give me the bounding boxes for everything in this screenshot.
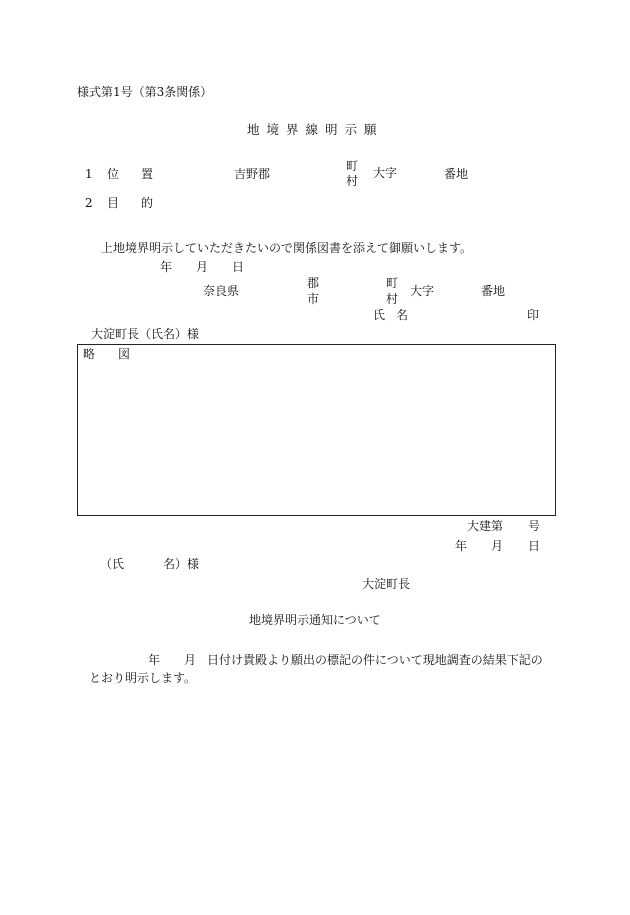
- applicant-name-label-b: 名: [396, 308, 409, 322]
- applicant-pref: 奈良県: [203, 284, 240, 298]
- item1-label-b: 置: [141, 167, 154, 181]
- reply-doc-no-prefix: 大建第: [467, 519, 504, 533]
- applicant-oaza: 大字: [410, 284, 435, 298]
- item2-number: 2: [85, 196, 93, 210]
- addressee-mayor: 大淀町長（氏名）様: [91, 327, 200, 341]
- item1-number: 1: [85, 167, 93, 181]
- sketch-box: [77, 344, 556, 516]
- document-title: 地境界線明示願: [247, 122, 384, 137]
- request-text: 上地境界明示していただきたいので関係図書を添えて御願いします。: [101, 241, 473, 255]
- applicant-cho: 町: [386, 276, 399, 290]
- item2-label-b: 的: [141, 196, 154, 210]
- date1-day: 日: [232, 260, 245, 274]
- item1-oaza: 大字: [373, 166, 398, 180]
- seal-mark: 印: [527, 308, 540, 322]
- reply-body-month: 月: [184, 653, 197, 667]
- reply-date-month: 月: [491, 539, 504, 553]
- sketch-label-a: 略: [83, 347, 96, 361]
- applicant-banchi: 番地: [481, 284, 506, 298]
- applicant-gun: 郡: [307, 276, 320, 290]
- reply-doc-no-suffix: 号: [528, 519, 541, 533]
- reply-body-year: 年: [148, 653, 161, 667]
- date1-year: 年: [160, 260, 173, 274]
- reply-addressee-b: 名）様: [163, 557, 200, 571]
- item2-label-a: 目: [107, 196, 120, 210]
- reply-date-day: 日: [528, 539, 541, 553]
- item1-banchi: 番地: [444, 167, 469, 181]
- item1-label-a: 位: [107, 167, 120, 181]
- date1-month: 月: [196, 260, 209, 274]
- applicant-name-label-a: 氏: [373, 308, 386, 322]
- reply-date-year: 年: [455, 539, 468, 553]
- reply-body-line2: とおり明示します。: [89, 671, 197, 685]
- reply-subject: 地境界明示通知について: [249, 613, 381, 627]
- applicant-son: 村: [386, 292, 399, 306]
- item1-son: 村: [346, 174, 359, 188]
- reply-body-rest: 日付け貴殿より願出の標記の件について現地調査の結果下記の: [207, 653, 543, 667]
- reply-addressee-a: （氏: [100, 557, 125, 571]
- item1-gun: 吉野郡: [234, 167, 271, 181]
- applicant-shi: 市: [307, 292, 320, 306]
- sketch-label-b: 図: [118, 347, 131, 361]
- item1-cho: 町: [346, 159, 359, 173]
- form-number: 様式第1号（第3条関係）: [77, 85, 213, 99]
- reply-sender: 大淀町長: [362, 577, 411, 591]
